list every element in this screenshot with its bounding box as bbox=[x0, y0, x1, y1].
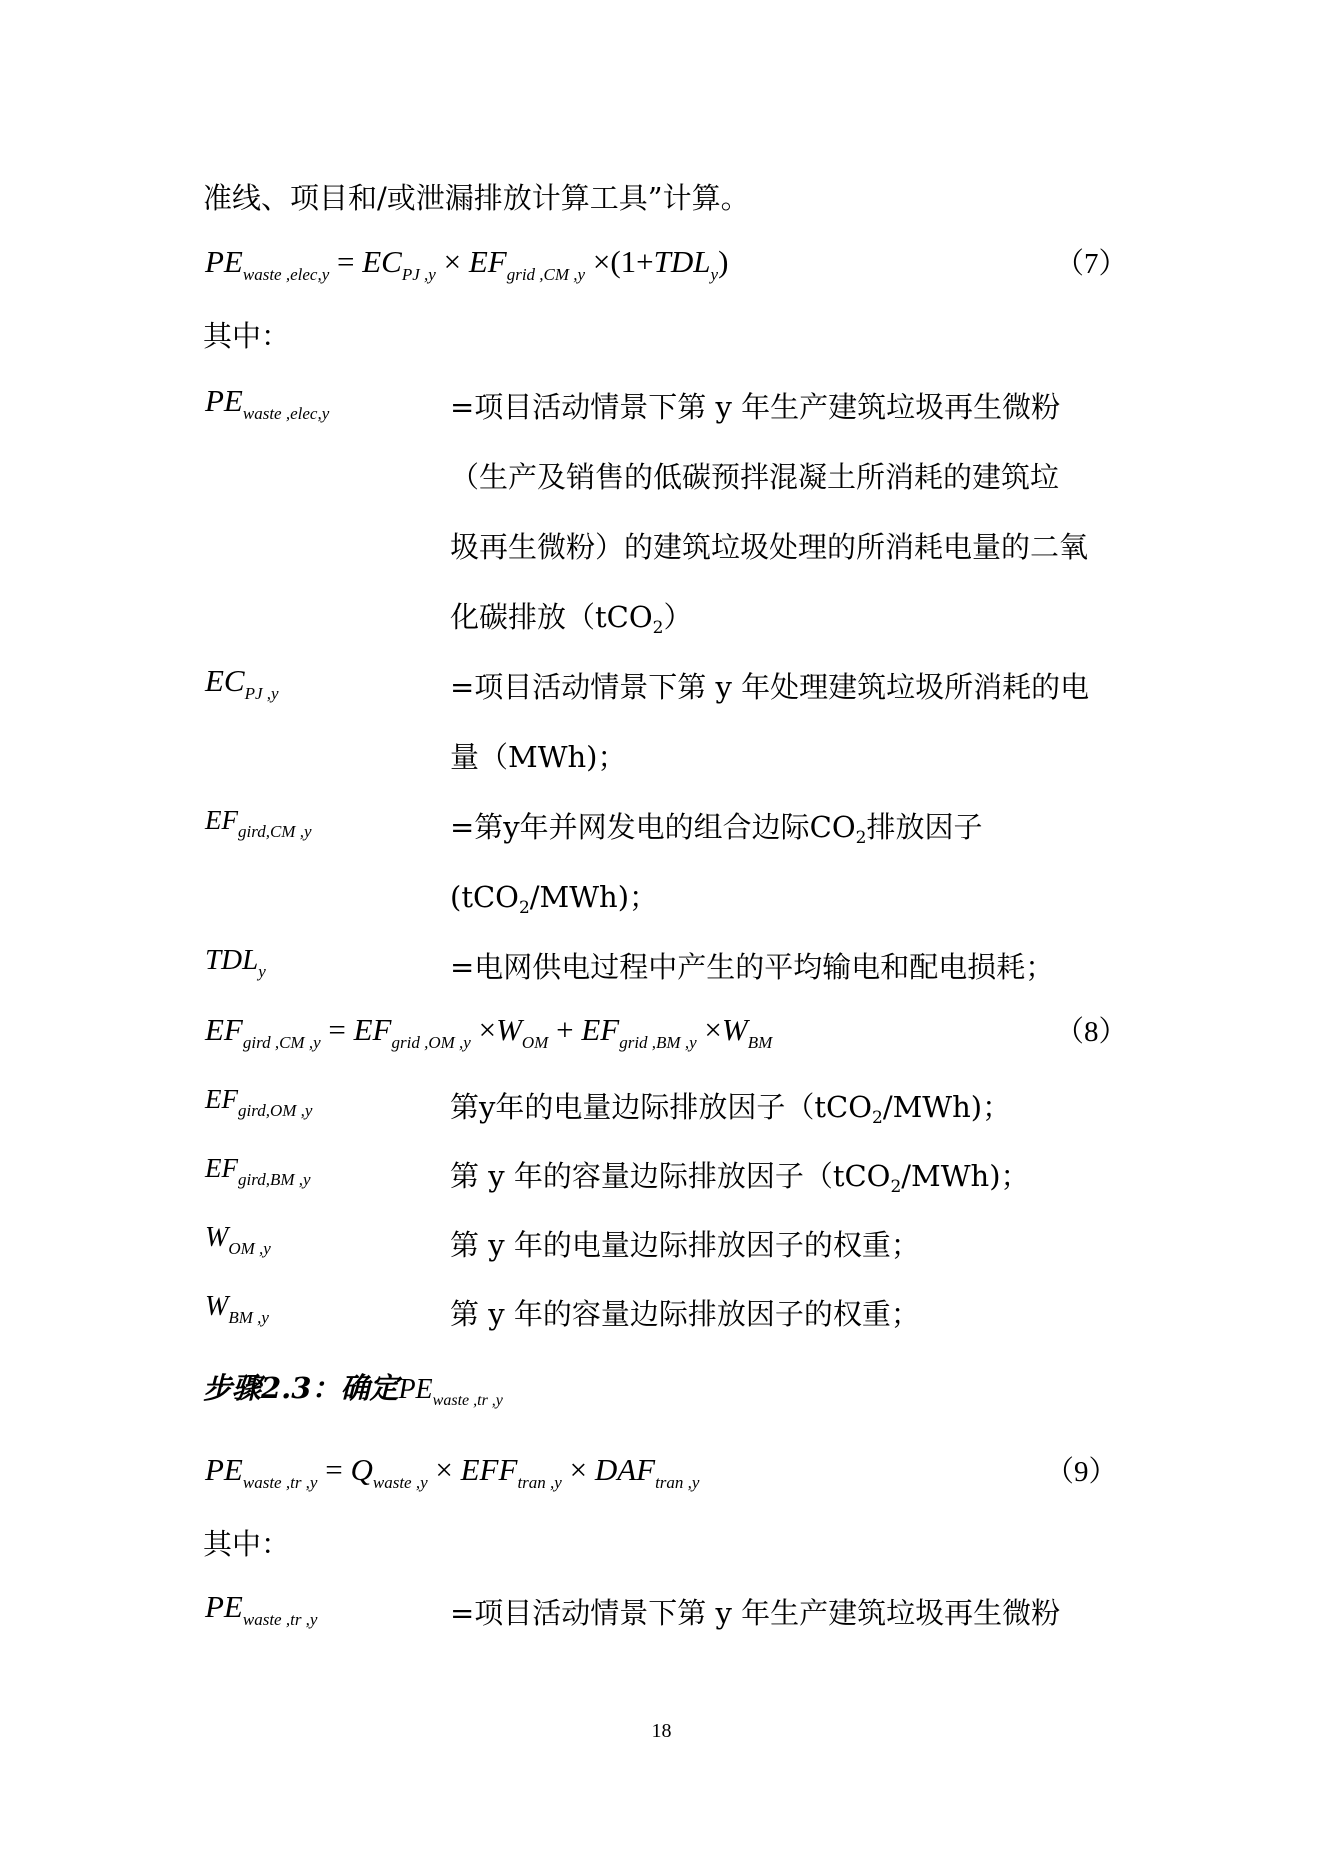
symbol-pe-waste-tr: $PE_{waste ,tr ,y}$ bbox=[205, 1589, 318, 1629]
w-bm-desc: 第 y 年的容量边际排放因子的权重； bbox=[450, 1297, 920, 1331]
pe-elec-desc-line-2: （生产及销售的低碳预拌混凝土所消耗的建筑垃 bbox=[450, 460, 1060, 494]
symbol-ef-gird-bm: $EF_{gird,BM ,y}$ bbox=[205, 1153, 311, 1189]
equation-8: $EF_{gird ,CM ,y} = EF_{grid ,OM ,y} \times W_{OM} + EF_{grid ,BM ,y} \times W_{BM}$ bbox=[205, 1012, 773, 1052]
ec-desc-line-1: =项目活动情景下第 y 年处理建筑垃圾所消耗的电 bbox=[450, 670, 1090, 704]
symbol-w-om: $W_{OM ,y}$ bbox=[205, 1222, 271, 1258]
symbol-ef-gird-om: $EF_{gird,OM ,y}$ bbox=[205, 1084, 313, 1120]
pe-tr-desc: =项目活动情景下第 y 年生产建筑垃圾再生微粉 bbox=[450, 1596, 1061, 1630]
equation-7-number: （7） bbox=[1055, 248, 1128, 280]
ef-om-desc: 第y年的电量边际排放因子（tCO$_2$/MWh)； bbox=[450, 1090, 1012, 1128]
symbol-w-bm: $W_{BM ,y}$ bbox=[205, 1291, 269, 1327]
symbol-ef-gird-cm: $EF_{gird,CM ,y}$ bbox=[205, 805, 312, 841]
page-number: 18 bbox=[651, 1720, 672, 1742]
pe-elec-desc-line-1: =项目活动情景下第 y 年生产建筑垃圾再生微粉 bbox=[450, 390, 1061, 424]
w-om-desc: 第 y 年的电量边际排放因子的权重； bbox=[450, 1228, 920, 1262]
pe-elec-desc-line-3: 圾再生微粉）的建筑垃圾处理的所消耗电量的二氧 bbox=[450, 530, 1089, 564]
symbol-ec-pj: $EC_{PJ ,y}$ bbox=[205, 663, 279, 703]
equation-8-number: （8） bbox=[1055, 1016, 1128, 1048]
pe-elec-desc-line-4: 化碳排放（tCO$_2$） bbox=[450, 600, 693, 638]
ef-cm-desc-line-1: =第y年并网发电的组合边际$CO_2$排放因子 bbox=[450, 810, 983, 848]
intro-line: 准线、项目和/或泄漏排放计算工具”计算。 bbox=[203, 181, 750, 215]
where-label-2: 其中： bbox=[203, 1527, 291, 1561]
where-label-1: 其中： bbox=[203, 319, 291, 353]
symbol-tdl: $TDL_y$ bbox=[205, 944, 266, 981]
ec-desc-line-2: 量（MWh)； bbox=[450, 740, 627, 774]
ef-bm-desc: 第 y 年的容量边际排放因子（tCO$_2$/MWh)； bbox=[450, 1159, 1030, 1197]
symbol-pe-waste-elec: $PE_{waste ,elec,y}$ bbox=[205, 383, 330, 423]
equation-9-number: （9） bbox=[1045, 1456, 1118, 1488]
equation-9: $PE_{waste ,tr ,y} = Q_{waste ,y} \times EFF_{tran ,y} \times DAF_{tran ,y}$ bbox=[205, 1452, 700, 1492]
step-heading: 步骤2.3：确定$PE_{waste ,tr ,y}$ bbox=[203, 1371, 503, 1409]
tdl-desc: =电网供电过程中产生的平均输电和配电损耗； bbox=[450, 950, 1055, 984]
equation-7: $PE_{waste ,elec,y} = EC_{PJ ,y} \times EF_{grid ,CM ,y} \times(1+TDL_y)$ bbox=[205, 244, 729, 284]
ef-cm-desc-line-2: (tCO$_2$/MWh)； bbox=[450, 880, 659, 918]
